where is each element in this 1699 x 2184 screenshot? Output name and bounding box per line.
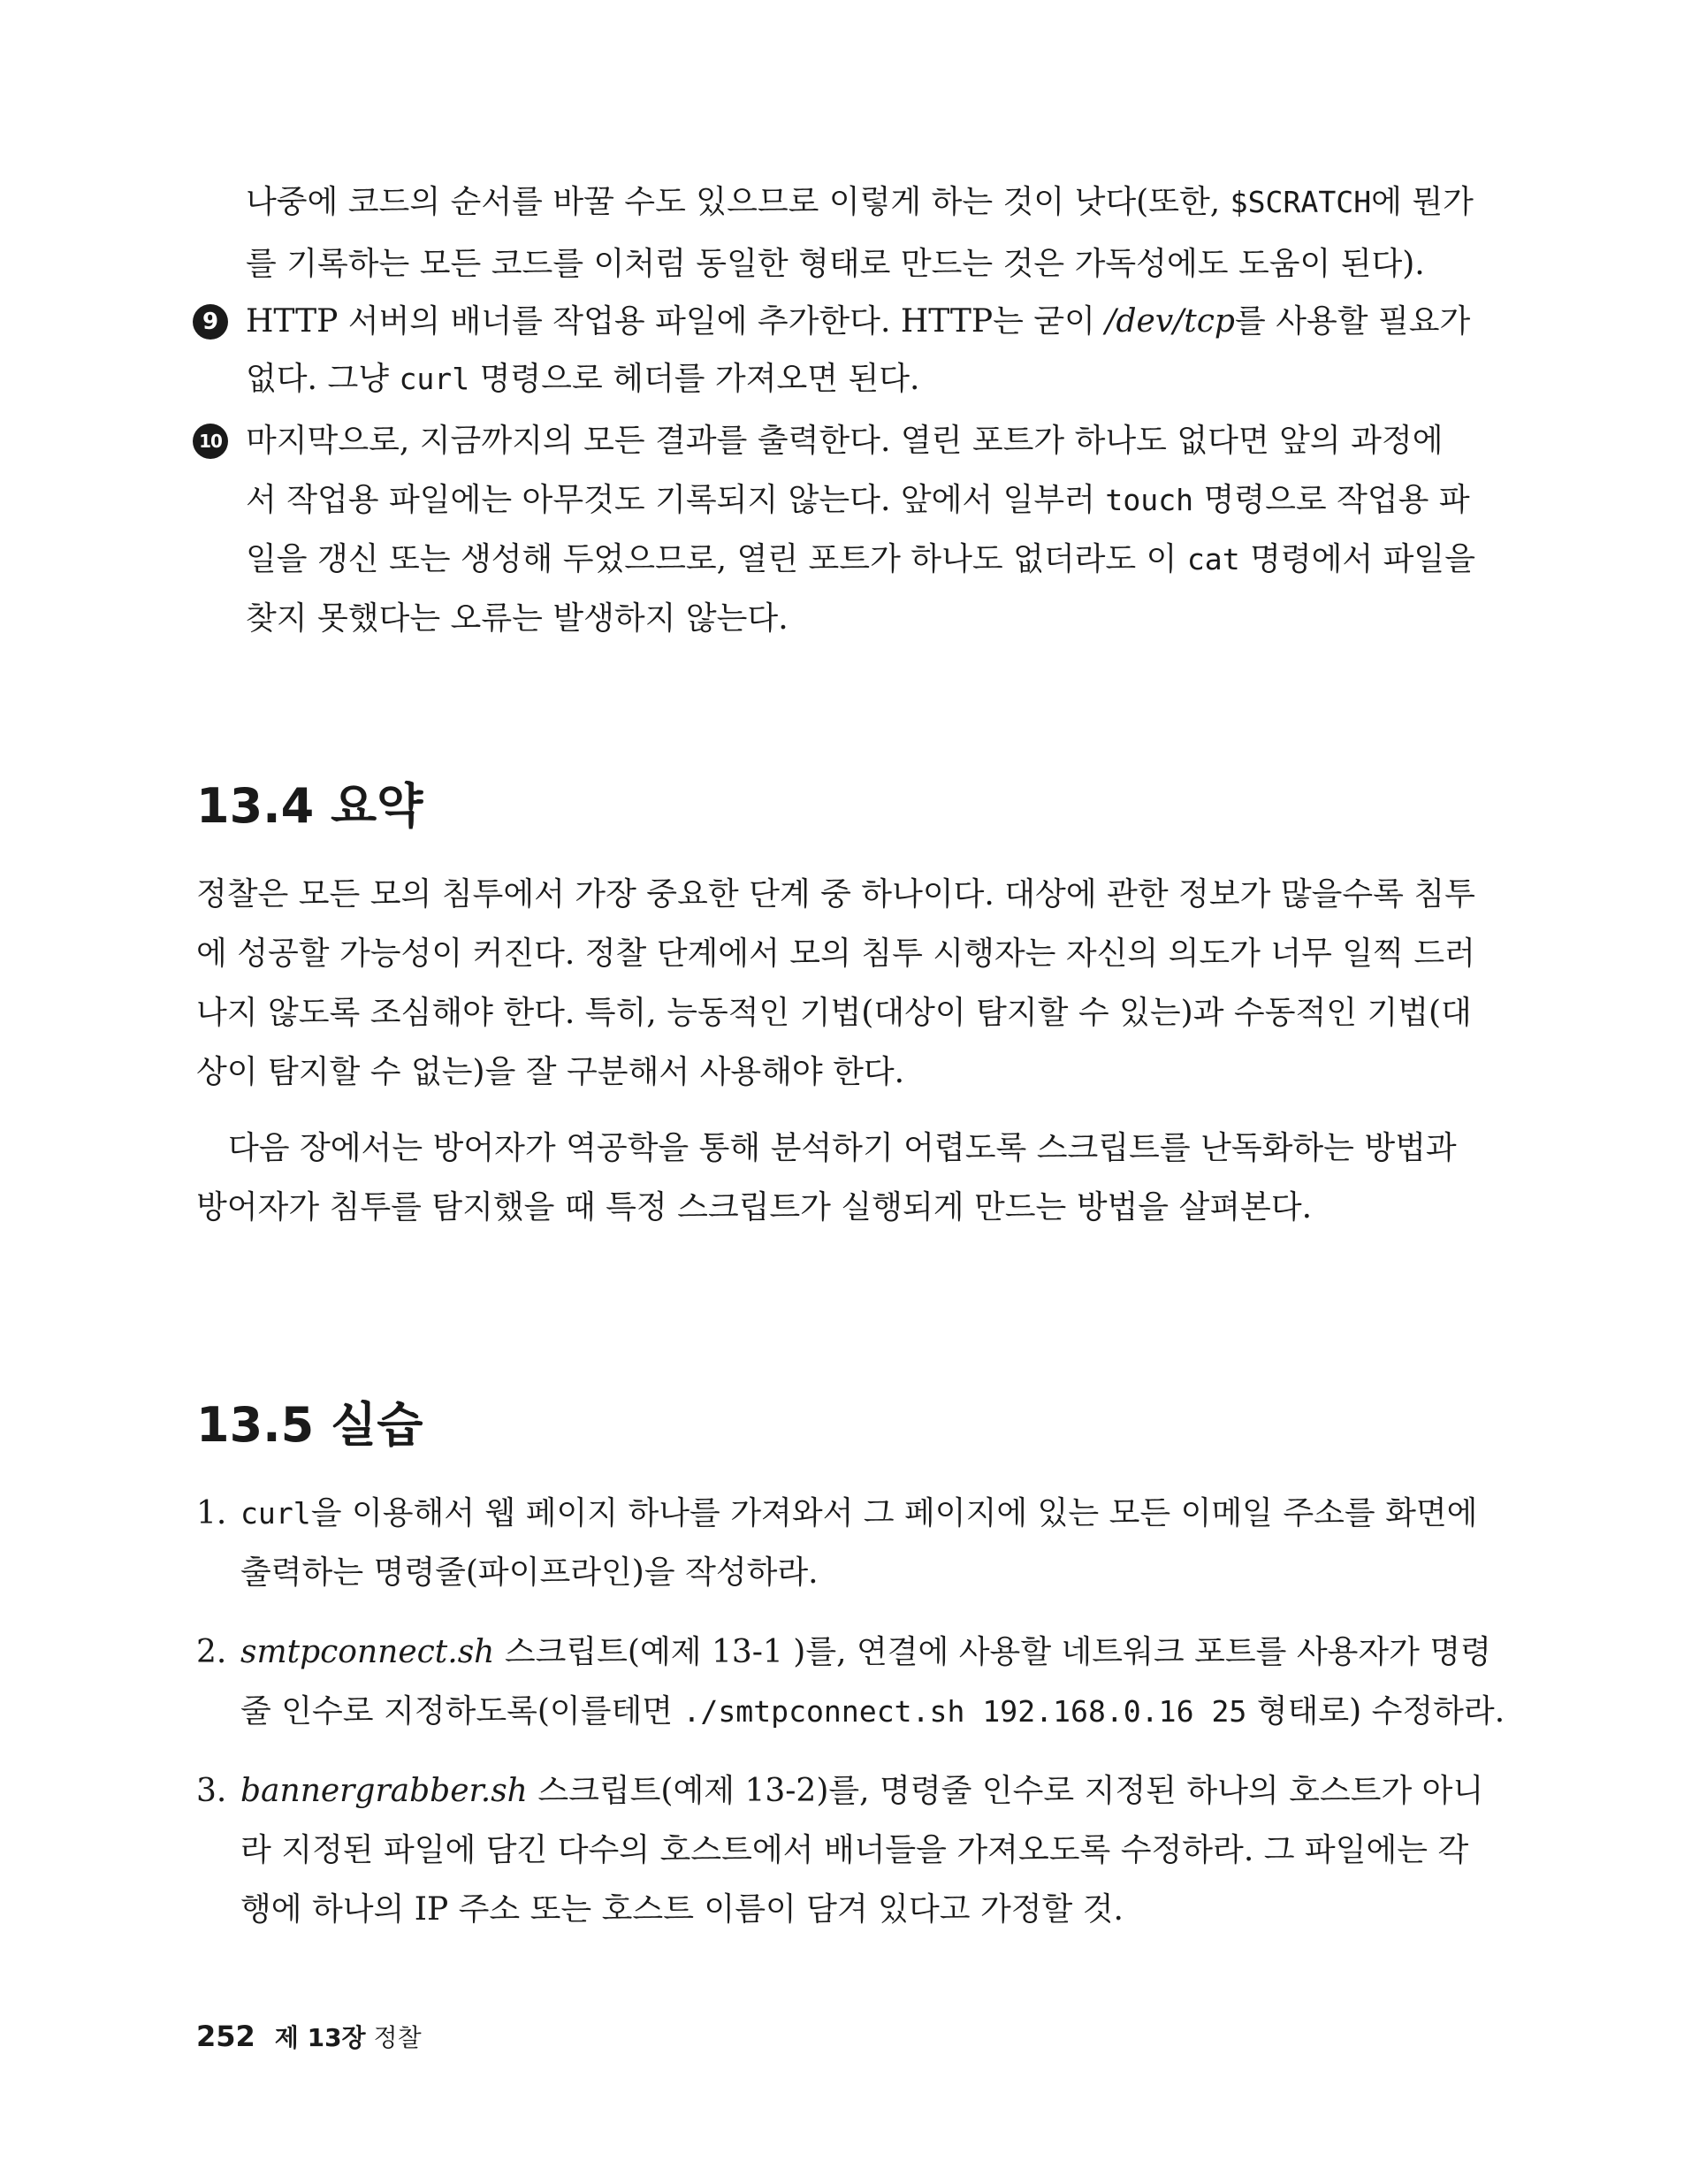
exercise-number-3: 3. bbox=[196, 1773, 227, 1809]
text: 을 이용해서 웹 페이지 하나를 가져와서 그 페이지에 있는 모든 이메일 주소를 화면에 bbox=[310, 1495, 1478, 1531]
section-heading-summary: 13.4 요약 bbox=[196, 778, 423, 834]
item10-line-4: 찾지 못했다는 오류는 발생하지 않는다. bbox=[246, 600, 789, 637]
item10-line-3 bbox=[246, 538, 1475, 581]
filename-bannergrabber: bannergrabber.sh bbox=[240, 1773, 528, 1809]
text: 명령에서 파일을 bbox=[1239, 541, 1475, 577]
code-touch: touch bbox=[1105, 483, 1194, 517]
text: 나중에 코드의 순서를 바꿀 수도 있으므로 이렇게 하는 것이 낫다(또한, bbox=[246, 184, 1230, 220]
intro-line-1 bbox=[246, 181, 1474, 224]
text: 없다. 그냥 bbox=[246, 361, 400, 397]
code-curl: curl bbox=[399, 362, 470, 396]
summary-p2-line-2: 방어자가 침투를 탐지했을 때 특정 스크립트가 실행되게 만드는 방법을 살펴본다. bbox=[196, 1189, 1313, 1226]
exercise-number-1: 1. bbox=[196, 1495, 227, 1531]
page-number: 252 bbox=[196, 2020, 255, 2053]
exercise1-line-1 bbox=[240, 1493, 1477, 1535]
text: 에 뭔가 bbox=[1371, 184, 1474, 220]
exercise2-line-2 bbox=[240, 1691, 1505, 1733]
item10-line-1: 마지막으로, 지금까지의 모든 결과를 출력한다. 열린 포트가 하나도 없다면 앞의 과정에 bbox=[246, 423, 1444, 459]
page-footer bbox=[196, 2019, 422, 2056]
exercise3-line-3: 행에 하나의 IP 주소 또는 호스트 이름이 담겨 있다고 가정할 것. bbox=[240, 1891, 1124, 1928]
text: 명령으로 헤더를 가져오면 된다. bbox=[469, 361, 920, 397]
section-heading-exercises: 13.5 실습 bbox=[196, 1397, 423, 1453]
text: 줄 인수로 지정하도록(이를테면 bbox=[240, 1693, 683, 1730]
chapter-label: 제 13장 bbox=[274, 2023, 366, 2052]
text: HTTP 서버의 배너를 작업용 파일에 추가한다. HTTP는 굳이 bbox=[246, 303, 1106, 340]
intro-line-2: 를 기록하는 모든 코드를 이처럼 동일한 형태로 만드는 것은 가독성에도 도움이 된다). bbox=[246, 246, 1425, 282]
summary-p2-line-1: 다음 장에서는 방어자가 역공학을 통해 분석하기 어렵도록 스크립트를 난독화하는 방법과 bbox=[228, 1130, 1457, 1166]
filename-smtpconnect: smtpconnect.sh bbox=[240, 1634, 495, 1670]
text: 일을 갱신 또는 생성해 두었으므로, 열린 포트가 하나도 없더라도 이 bbox=[246, 541, 1187, 577]
exercise3-line-1 bbox=[240, 1770, 1483, 1813]
item9-line-2 bbox=[246, 358, 919, 401]
exercise-number-2: 2. bbox=[196, 1634, 227, 1670]
code-scratch: $SCRATCH bbox=[1230, 185, 1372, 219]
exercise2-line-1 bbox=[240, 1631, 1491, 1674]
text: 형태로) 수정하라. bbox=[1246, 1693, 1505, 1730]
path-dev-tcp: /dev/tcp bbox=[1105, 303, 1235, 340]
text: 를 사용할 필요가 bbox=[1234, 303, 1471, 340]
callout-marker-9: 9 bbox=[193, 304, 228, 340]
text: 스크립트(예제 13-1 )를, 연결에 사용할 네트워크 포트를 사용자가 명령 bbox=[494, 1634, 1491, 1670]
code-command: ./smtpconnect.sh 192.168.0.16 25 bbox=[682, 1694, 1247, 1729]
summary-p1-line-2: 에 성공할 가능성이 커진다. 정찰 단계에서 모의 침투 시행자는 자신의 의도가 너무 일찍 드러 bbox=[196, 935, 1475, 972]
summary-p1-line-1: 정찰은 모든 모의 침투에서 가장 중요한 단계 중 하나이다. 대상에 관한 정보가 많을수록 침투 bbox=[196, 876, 1475, 913]
item9-line-1 bbox=[246, 301, 1470, 343]
chapter-title: 정찰 bbox=[373, 2023, 422, 2052]
code-curl: curl bbox=[240, 1496, 311, 1531]
code-cat: cat bbox=[1186, 542, 1240, 577]
text: 스크립트(예제 13-2)를, 명령줄 인수로 지정된 하나의 호스트가 아니 bbox=[527, 1773, 1484, 1809]
summary-p1-line-3: 나지 않도록 조심해야 한다. 특히, 능동적인 기법(대상이 탐지할 수 있는)과 수동적인 기법(대 bbox=[196, 995, 1472, 1031]
callout-marker-10: 10 bbox=[193, 424, 228, 459]
exercise1-line-2: 출력하는 명령줄(파이프라인)을 작성하라. bbox=[240, 1554, 819, 1591]
summary-p1-line-4: 상이 탐지할 수 없는)을 잘 구분해서 사용해야 한다. bbox=[196, 1054, 905, 1090]
item10-line-2 bbox=[246, 479, 1470, 522]
exercise3-line-2: 라 지정된 파일에 담긴 다수의 호스트에서 배너들을 가져오도록 수정하라. 그 파일에는 각 bbox=[240, 1832, 1469, 1868]
text: 명령으로 작업용 파 bbox=[1193, 482, 1470, 518]
text: 서 작업용 파일에는 아무것도 기록되지 않는다. 앞에서 일부러 bbox=[246, 482, 1106, 518]
